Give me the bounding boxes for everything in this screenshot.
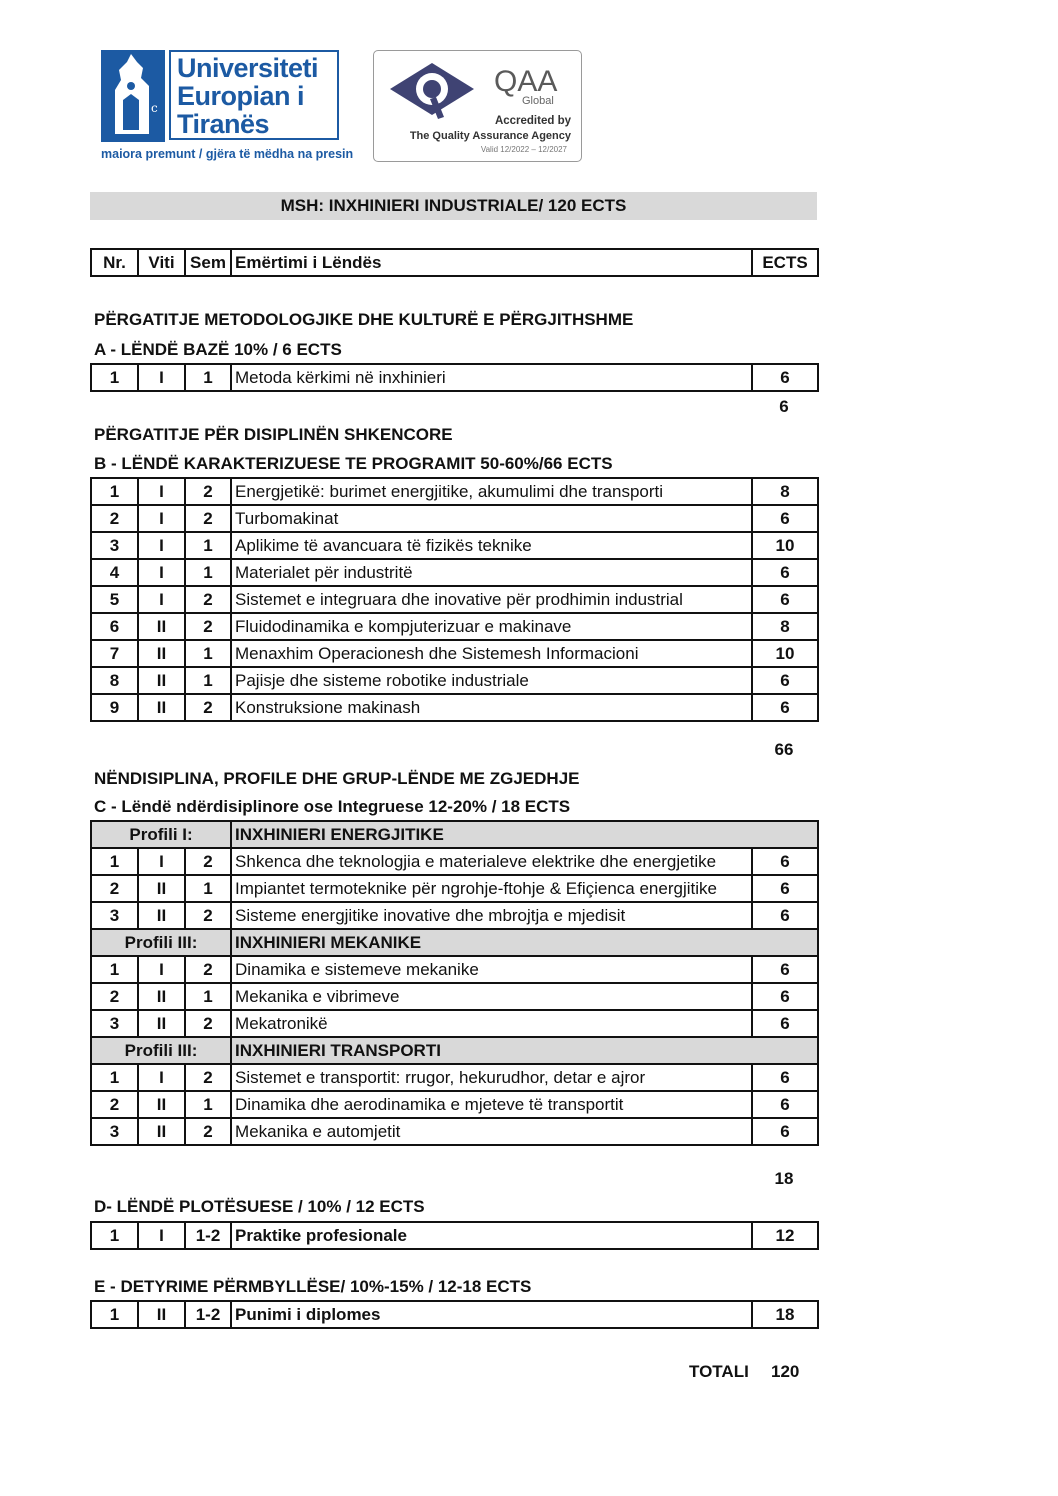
university-name-line1: Universiteti [177,53,319,83]
cell-viti: I [138,1064,185,1091]
qaa-agency: The Quality Assurance Agency [409,130,571,142]
table-row [91,956,818,983]
table-row [91,478,818,505]
table-row [91,875,818,902]
university-name-line2: Europian i [177,81,305,111]
section-a-group: PËRGATITJE METODOLOGJIKE DHE KULTURË E PËRGJITHSHME [94,310,634,329]
cell-nr: 2 [91,1091,138,1118]
section-a-title: A - LËNDË BAZË 10% / 6 ECTS [94,340,342,359]
cell-name: Energjetikë: burimet energjitike, akumulimi dhe transporti [231,478,752,505]
section-a-table [90,363,819,392]
section-c-group: NËNDISIPLINA, PROFILE DHE GRUP-LËNDE ME ZGJEDHJE [94,769,580,788]
cell-sem: 1 [185,667,231,694]
university-name-box [169,50,339,140]
cell-name: Sisteme energjitike inovative dhe mbrojtja e mjedisit [231,902,752,929]
section-c-table [90,820,819,1146]
section-e-title: E - DETYRIME PËRMBYLLËSE/ 10%-15% / 12-18 ECTS [94,1277,532,1296]
cell-sem: 2 [185,1118,231,1145]
cell-nr: 3 [91,532,138,559]
cell-name: Dinamika dhe aerodinamika e mjeteve të transportit [231,1091,752,1118]
cell-name: Shkenca dhe teknologjia e materialeve elektrike dhe energjetike [231,848,752,875]
cell-viti: I [138,364,185,391]
table-row [91,532,818,559]
cell-name: Aplikime të avancuara të fizikës teknike [231,532,752,559]
cell-ects: 10 [752,532,818,559]
total-label: TOTALI [689,1362,749,1381]
cell-nr: 6 [91,613,138,640]
cell-viti: II [138,1010,185,1037]
cell-viti: II [138,694,185,721]
section-b-subtotal: 66 [774,740,794,759]
qaa-accredited-by: Accredited by [494,115,571,127]
cell-name: Turbomakinat [231,505,752,532]
cell-sem: 1 [185,364,231,391]
cell-sem: 2 [185,613,231,640]
section-d-table [90,1221,819,1250]
header-row [91,249,818,276]
cell-nr: 3 [91,902,138,929]
cell-name: Materialet për industritë [231,559,752,586]
cell-nr: 1 [91,1222,138,1249]
table-row [91,1010,818,1037]
cell-ects: 6 [752,364,818,391]
qaa-brand: QAA [494,65,558,98]
profile-label: Profili I: [91,821,231,848]
table-row [91,667,818,694]
section-c-title: C - Lëndë ndërdisiplinore ose Integruese 12-20% / 18 ECTS [94,797,571,816]
section-b-table [90,477,819,722]
page-title: MSH: INXHINIERI INDUSTRIALE/ 120 ECTS [90,192,817,220]
cell-nr: 1 [91,848,138,875]
cell-nr: 3 [91,1010,138,1037]
cell-nr: 1 [91,478,138,505]
cell-ects: 6 [752,559,818,586]
cell-sem: 2 [185,1010,231,1037]
cell-name: Mekanika e vibrimeve [231,983,752,1010]
cell-name: Dinamika e sistemeve mekanike [231,956,752,983]
qaa-global: Global [522,95,554,107]
cell-viti: II [138,1118,185,1145]
header-viti: Viti [138,249,185,276]
cell-ects: 18 [752,1301,818,1328]
profile-name: INXHINIERI ENERGJITIKE [231,821,818,848]
total-value: 120 [771,1362,800,1381]
table-row [91,640,818,667]
cell-viti: I [138,848,185,875]
cell-viti: II [138,640,185,667]
table-row [91,559,818,586]
cell-ects: 6 [752,694,818,721]
cell-sem: 2 [185,902,231,929]
table-row [91,505,818,532]
svg-text:c: c [151,101,158,115]
cell-sem: 2 [185,505,231,532]
cell-name: Mekanika e automjetit [231,1118,752,1145]
cell-sem: 1 [185,875,231,902]
cell-viti: I [138,505,185,532]
university-name-line3: Tiranës [177,109,270,139]
cell-sem: 1 [185,983,231,1010]
cell-nr: 1 [91,1301,138,1328]
table-row [91,1064,818,1091]
cell-viti: II [138,1091,185,1118]
cell-sem: 1-2 [185,1222,231,1249]
cell-sem: 2 [185,956,231,983]
cell-name: Mekatronikë [231,1010,752,1037]
cell-ects: 6 [752,1064,818,1091]
cell-sem: 2 [185,478,231,505]
header-nr: Nr. [91,249,138,276]
section-e-table [90,1300,819,1329]
cell-ects: 6 [752,505,818,532]
cell-ects: 6 [752,1091,818,1118]
cell-sem: 2 [185,586,231,613]
cell-name: Sistemet e transportit: rrugor, hekurudhor, detar e ajror [231,1064,752,1091]
cell-viti: I [138,478,185,505]
cell-ects: 8 [752,613,818,640]
cell-name: Impiantet termoteknike për ngrohje-ftohje & Efiçienca energjitike [231,875,752,902]
cell-ects: 6 [752,1010,818,1037]
cell-viti: I [138,956,185,983]
profile-row [91,929,818,956]
cell-viti: II [138,613,185,640]
header-ects: ECTS [752,249,818,276]
cell-ects: 12 [752,1222,818,1249]
cell-nr: 3 [91,1118,138,1145]
cell-ects: 6 [752,956,818,983]
cell-ects: 6 [752,848,818,875]
table-row [91,848,818,875]
cell-nr: 9 [91,694,138,721]
cell-sem: 1 [185,640,231,667]
university-logo [101,50,354,162]
cell-name: Praktike profesionale [231,1222,752,1249]
cell-sem: 1 [185,559,231,586]
profile-name: INXHINIERI TRANSPORTI [231,1037,818,1064]
table-row [91,1118,818,1145]
header-name: Emërtimi i Lëndës [231,249,752,276]
cell-nr: 7 [91,640,138,667]
cell-ects: 6 [752,1118,818,1145]
cell-viti: II [138,902,185,929]
cell-name: Sistemet e integruara dhe inovative për prodhimin industrial [231,586,752,613]
cell-ects: 6 [752,983,818,1010]
cell-viti: I [138,586,185,613]
cell-viti: II [138,667,185,694]
table-row [91,694,818,721]
cell-nr: 4 [91,559,138,586]
cell-sem: 1 [185,532,231,559]
cell-name: Punimi i diplomes [231,1301,752,1328]
section-d-title: D- LËNDË PLOTËSUESE / 10% / 12 ECTS [94,1197,425,1216]
table-row [91,1091,818,1118]
profile-label: Profili III: [91,929,231,956]
qaa-valid: Valid 12/2022 – 12/2027 [480,145,567,154]
cell-ects: 10 [752,640,818,667]
table-row [91,1222,818,1249]
cell-viti: II [138,875,185,902]
profile-row [91,1037,818,1064]
qaa-logo [373,50,582,162]
section-c-subtotal: 18 [774,1169,794,1188]
cell-name: Fluidodinamika e kompjuterizuar e makinave [231,613,752,640]
table-row [91,613,818,640]
cell-viti: II [138,983,185,1010]
cell-ects: 6 [752,875,818,902]
university-emblem-icon [101,50,165,142]
header-sem: Sem [185,249,231,276]
table-row [91,586,818,613]
cell-name: Pajisje dhe sisteme robotike industriale [231,667,752,694]
cell-viti: I [138,532,185,559]
table-row [91,364,818,391]
cell-sem: 1 [185,1091,231,1118]
cell-nr: 2 [91,505,138,532]
cell-nr: 2 [91,983,138,1010]
cell-nr: 2 [91,875,138,902]
cell-sem: 1-2 [185,1301,231,1328]
cell-nr: 1 [91,1064,138,1091]
cell-name: Menaxhim Operacionesh dhe Sistemesh Informacioni [231,640,752,667]
profile-name: INXHINIERI MEKANIKE [231,929,818,956]
section-a-subtotal: 6 [779,397,789,416]
cell-ects: 6 [752,586,818,613]
table-row [91,1301,818,1328]
cell-nr: 8 [91,667,138,694]
cell-sem: 2 [185,694,231,721]
section-b-title: B - LËNDË KARAKTERIZUESE TE PROGRAMIT 50-60%/66 ECTS [94,454,613,473]
cell-sem: 2 [185,848,231,875]
section-b-group: PËRGATITJE PËR DISIPLINËN SHKENCORE [94,425,453,444]
cell-viti: I [138,559,185,586]
cell-viti: II [138,1301,185,1328]
cell-ects: 6 [752,902,818,929]
cell-ects: 8 [752,478,818,505]
cell-ects: 6 [752,667,818,694]
table-row [91,983,818,1010]
profile-label: Profili III: [91,1037,231,1064]
header-table [90,248,819,277]
cell-viti: I [138,1222,185,1249]
cell-sem: 2 [185,1064,231,1091]
profile-row [91,821,818,848]
cell-nr: 1 [91,956,138,983]
cell-name: Metoda kërkimi në inxhinieri [231,364,752,391]
cell-name: Konstruksione makinash [231,694,752,721]
cell-nr: 1 [91,364,138,391]
cell-nr: 5 [91,586,138,613]
table-row [91,902,818,929]
university-motto: maiora premunt / gjëra të mëdha na presin [101,147,354,161]
